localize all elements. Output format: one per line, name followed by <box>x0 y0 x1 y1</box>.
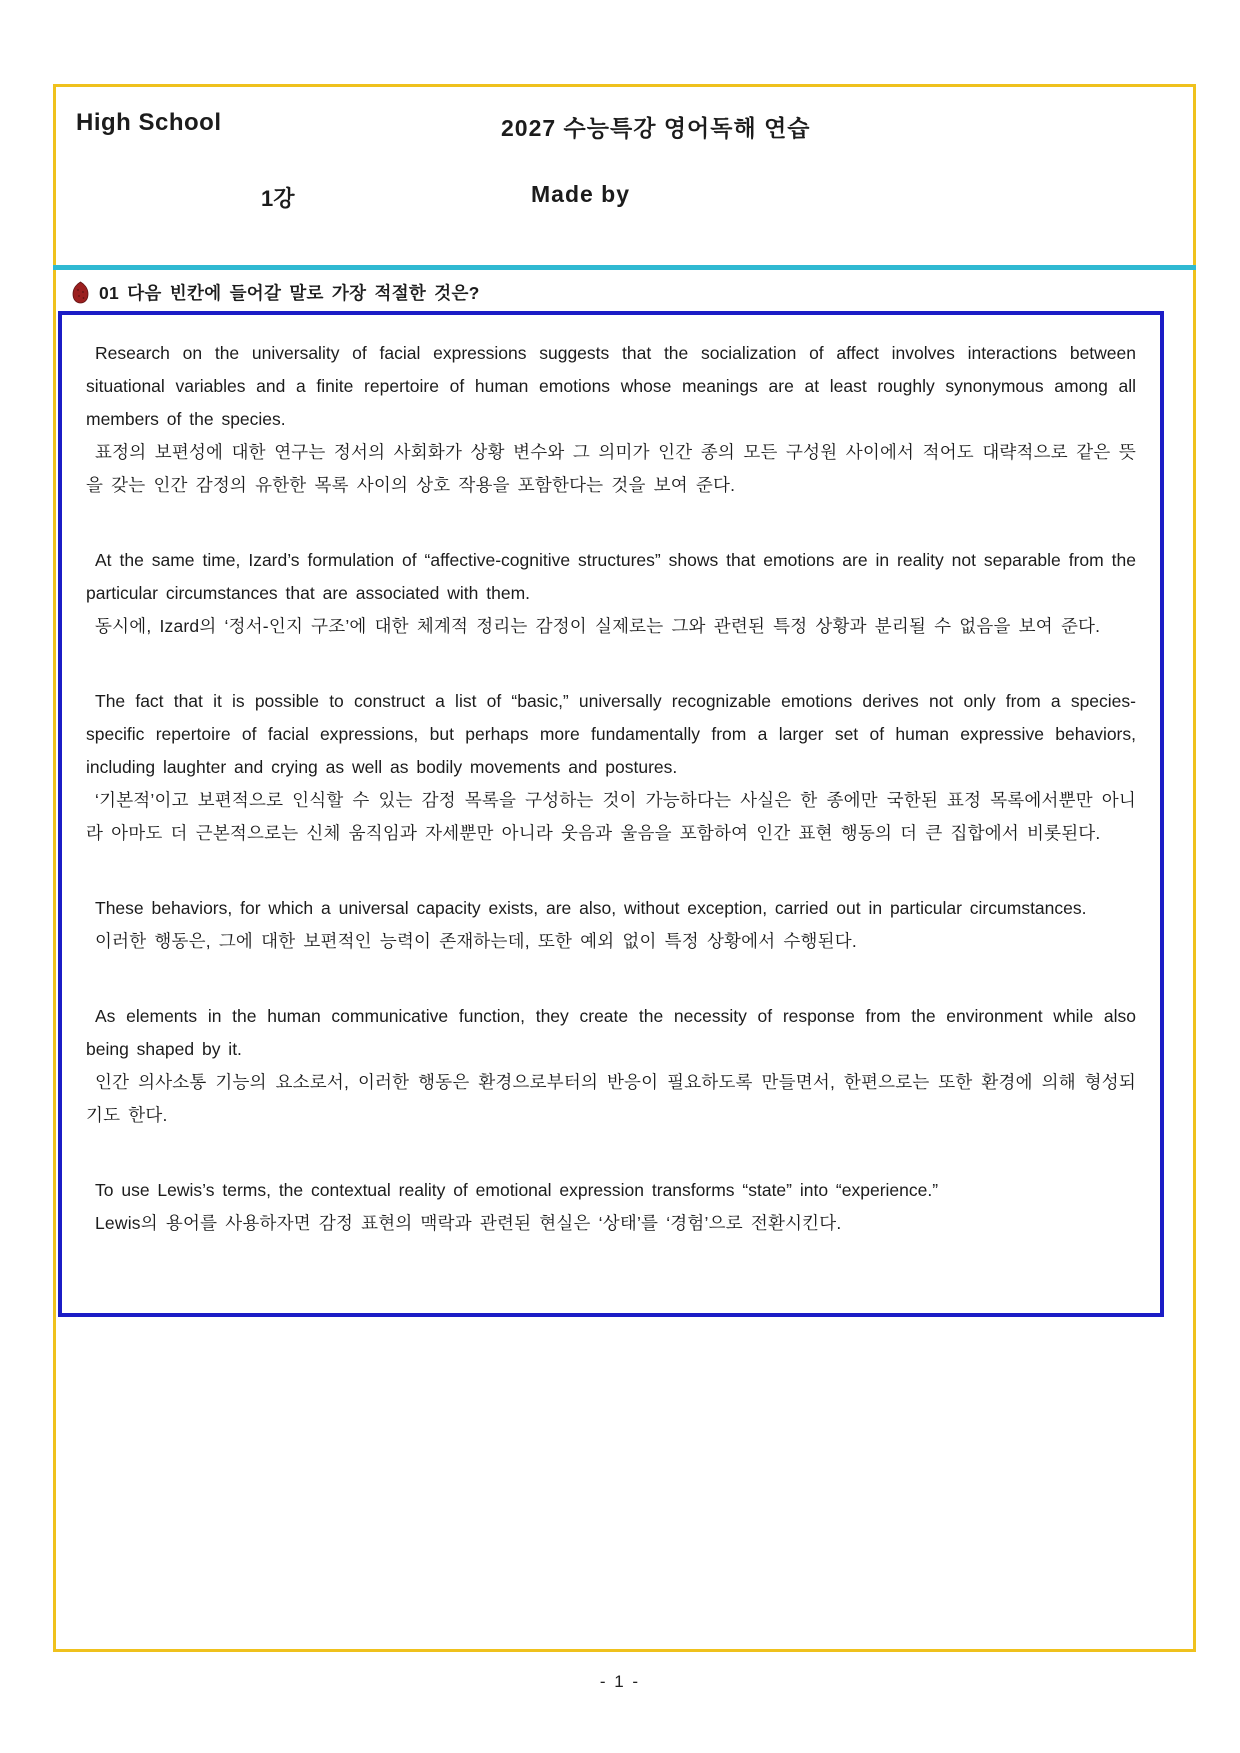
school-name: High School <box>76 109 222 136</box>
sentence-pair <box>86 1174 1136 1240</box>
english-sentence: As elements in the human communicative function, they create the necessity of response from the environment while also being shaped by it. <box>86 1006 1136 1059</box>
english-sentence: At the same time, Izard’s formulation of “affective-cognitive structures” shows that emotions are in reality not separable from the particular circumstances that are associated with them. <box>86 550 1136 603</box>
english-sentence: Research on the universality of facial expressions suggests that the socialization of affect involves interactions between situational variables and a finite repertoire of human emotions whose meanings are at least roughly synonymous among all members of the species. <box>86 343 1136 429</box>
made-by-label: Made by <box>531 181 631 207</box>
document-title: 2027 수능특강 영어독해 연습 <box>501 115 811 141</box>
page-number: - 1 - <box>599 1672 641 1691</box>
english-sentence: These behaviors, for which a universal capacity exists, are also, without exception, carried out in particular circumstances. <box>95 898 1087 918</box>
header-divider-line <box>53 265 1196 270</box>
sentence-pair <box>86 892 1136 958</box>
sentence-pair <box>86 1000 1136 1132</box>
korean-translation: Lewis의 용어를 사용하자면 감정 표현의 맥락과 관련된 현실은 ‘상태’를 ‘경험’으로 전환시킨다. <box>95 1213 842 1233</box>
english-sentence: To use Lewis’s terms, the contextual reality of emotional expression transforms “state” into “experience.” <box>95 1180 939 1200</box>
passage-box <box>58 311 1164 1317</box>
korean-translation: 표정의 보편성에 대한 연구는 정서의 사회화가 상황 변수와 그 의미가 인간 종의 모든 구성원 사이에서 적어도 대략적으로 같은 뜻을 갖는 인간 감정의 유한한 목록 사이의 상호 작용을 포함한다는 것을 보여 준다. <box>86 442 1136 495</box>
question-label: 01 다음 빈칸에 들어갈 말로 가장 적절한 것은? <box>99 283 480 303</box>
korean-translation: 이러한 행동은, 그에 대한 보편적인 능력이 존재하는데, 또한 예외 없이 특정 상황에서 수행된다. <box>95 931 857 951</box>
lesson-number: 1강 <box>261 186 295 211</box>
sentence-pair <box>86 544 1136 643</box>
korean-translation: ‘기본적’이고 보편적으로 인식할 수 있는 감정 목록을 구성하는 것이 가능하다는 사실은 한 종에만 국한된 표정 목록에서뿐만 아니라 아마도 더 근본적으로는 신체 움직임과 자세뿐만 아니라 웃음과 울음을 포함하여 인간 표현 행동의 더 큰 집합에서 비롯된다. <box>86 790 1136 843</box>
english-sentence: The fact that it is possible to construct a list of “basic,” universally recognizable emotions derives not only from a species-specific repertoire of facial expressions, but perhaps more fundamentally from a larger set of human expressive behaviors, including laughter and crying as well as bodily movements and postures. <box>86 691 1136 777</box>
strawberry-icon <box>72 281 89 304</box>
korean-translation: 인간 의사소통 기능의 요소로서, 이러한 행동은 환경으로부터의 반응이 필요하도록 만들면서, 한편으로는 또한 환경에 의해 형성되기도 한다. <box>86 1072 1136 1125</box>
page-border-frame <box>53 84 1196 1652</box>
sentence-pair <box>86 685 1136 850</box>
question-row <box>72 280 480 305</box>
sentence-pair <box>86 337 1136 502</box>
korean-translation: 동시에, Izard의 ‘정서-인지 구조’에 대한 체계적 정리는 감정이 실제로는 그와 관련된 특정 상황과 분리될 수 없음을 보여 준다. <box>95 616 1101 636</box>
